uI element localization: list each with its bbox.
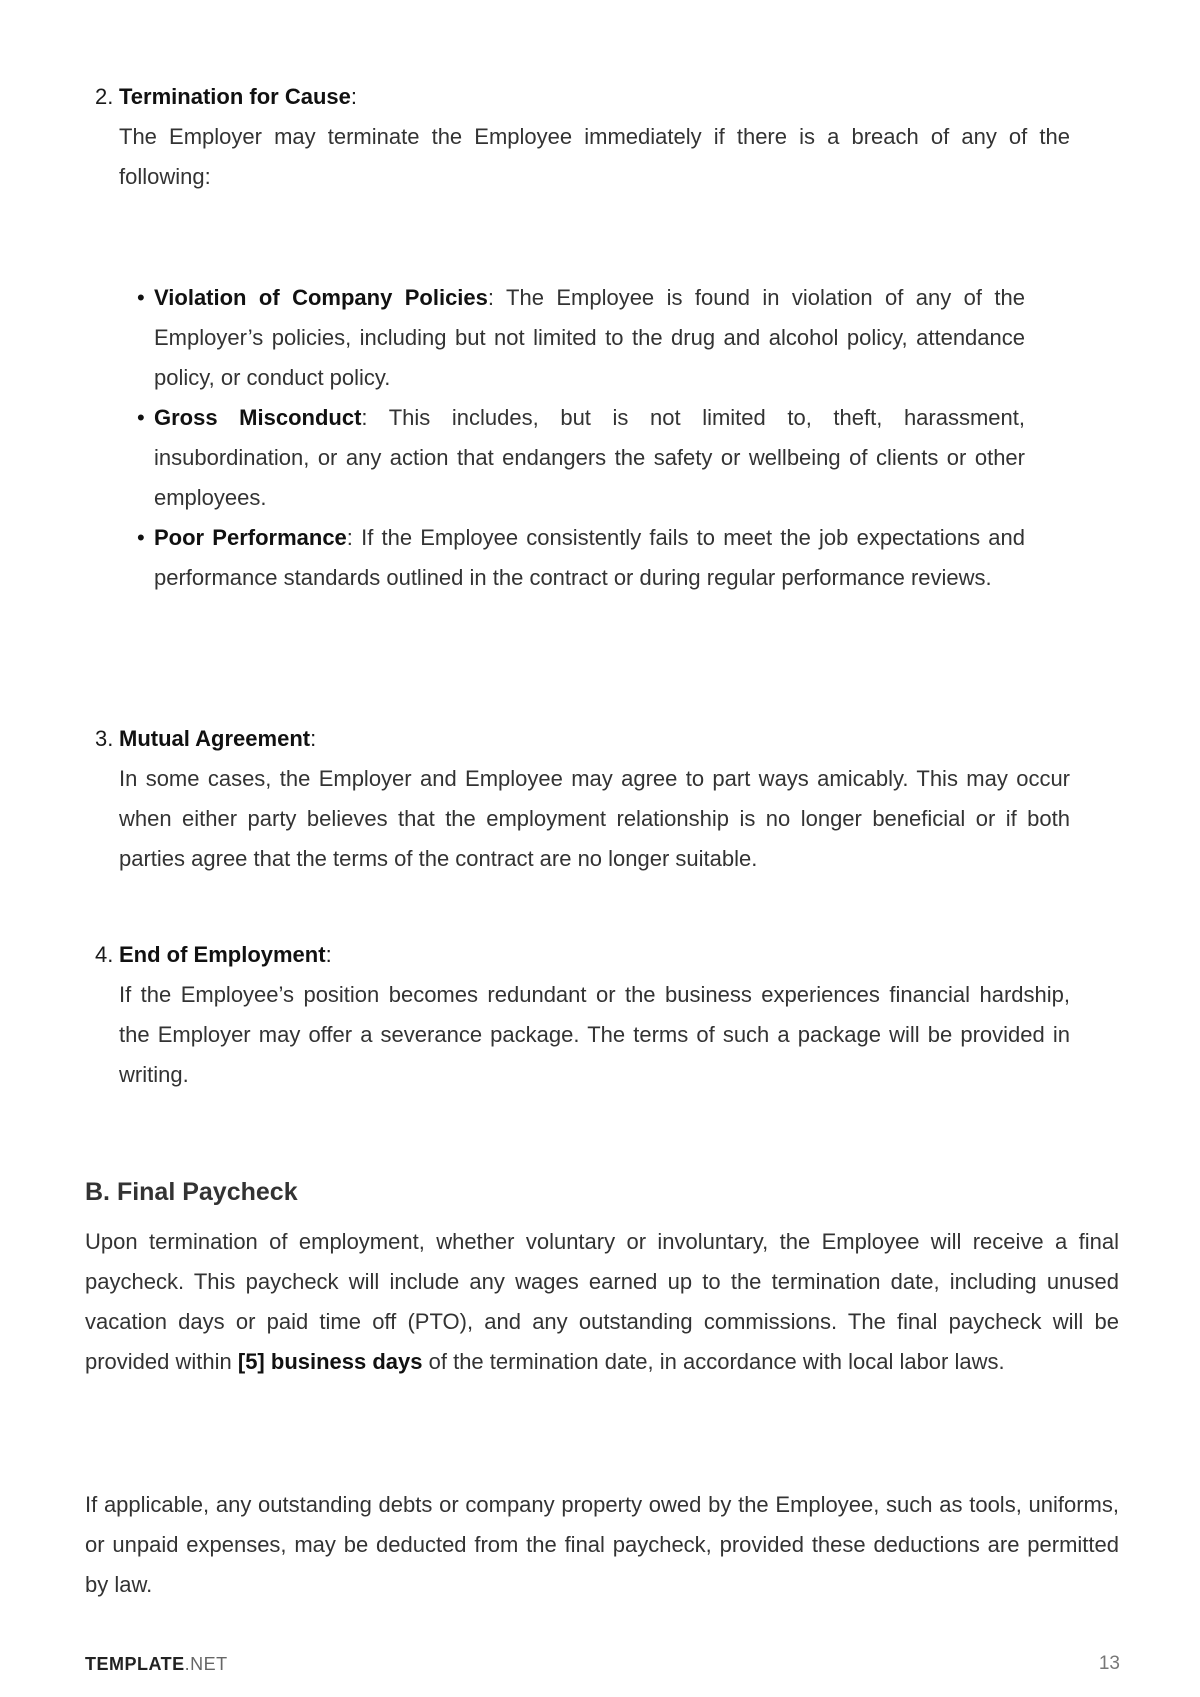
bullet-title: Poor Performance <box>154 525 347 550</box>
bullet-icon: • <box>137 285 145 310</box>
item-body: The Employer may terminate the Employee immediately if there is a breach of any of the following: <box>119 124 1070 189</box>
item-title: Mutual Agreement <box>119 726 311 751</box>
mutual-agreement <box>95 719 1070 879</box>
page-number: 13 <box>1098 1653 1120 1674</box>
list-item <box>137 398 1025 518</box>
item-number: 2. <box>95 84 114 109</box>
bullet-icon: • <box>137 405 145 430</box>
bullet-text: : The Employee is found in violation of any of the Employer’s policies, including but not limited to the drug and alcohol policy, attendance policy, or conduct policy. <box>154 285 1026 390</box>
end-of-employment <box>95 935 1070 1095</box>
list-item <box>137 278 1025 398</box>
template-net-logo: TEMPLATE.NET <box>85 1654 228 1674</box>
termination-for-cause <box>95 77 1070 197</box>
pay-period-highlight: [5] business days <box>237 1349 423 1374</box>
bullet-title: Violation of Company Policies <box>154 285 488 310</box>
final-paycheck-paragraph: Upon termination of employment, whether voluntary or involuntary, the Employee will receive a final paycheck. This paycheck will include any wages earned up to the termination date, including unused vacation days or paid time off (PTO), and any outstanding commissions. The final paycheck will be provided within [5] business days of the termination date, in accordance with local labor laws. <box>85 1229 1119 1374</box>
item-title: Termination for Cause <box>119 84 351 109</box>
list-item <box>137 518 1025 598</box>
section-title: B. Final Paycheck <box>85 1178 298 1206</box>
bullet-text: : This includes, but is not limited to, theft, harassment, insubordination, or any action that endangers the safety or wellbeing of clients or other employees. <box>154 405 1025 510</box>
item-heading: 4. End of Employment: <box>95 935 1070 975</box>
item-title: End of Employment <box>119 942 326 967</box>
cause-list <box>137 278 1025 598</box>
bullet-title: Gross Misconduct <box>154 405 362 430</box>
item-body: If the Employee’s position becomes redundant or the business experiences financial hardship, the Employer may offer a severance package. The terms of such a package will be provided in writing. <box>119 982 1070 1087</box>
bullet-icon: • <box>137 525 145 550</box>
item-number: 3. <box>95 726 114 751</box>
item-body: In some cases, the Employer and Employee may agree to part ways amicably. This may occur when either party believes that the employment relationship is no longer beneficial or if both parties agree that the terms of the contract are no longer suitable. <box>119 766 1070 871</box>
deductions-paragraph: If applicable, any outstanding debts or company property owed by the Employee, such as tools, uniforms, or unpaid expenses, may be deducted from the final paycheck, provided these deductions are permitted by law. <box>85 1492 1119 1597</box>
item-heading: 3. Mutual Agreement: <box>95 719 1070 759</box>
item-heading: 2. Termination for Cause: <box>95 77 1070 117</box>
item-number: 4. <box>95 942 114 967</box>
bullet-text: : If the Employee consistently fails to meet the job expectations and performance standards outlined in the contract or during regular performance reviews. <box>154 525 1025 590</box>
